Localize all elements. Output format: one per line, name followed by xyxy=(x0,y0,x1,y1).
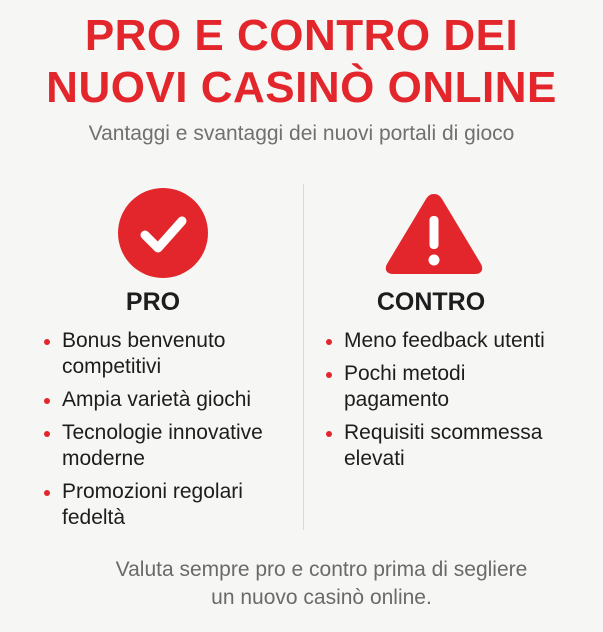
list-item xyxy=(36,328,298,380)
list-item-line-1: Meno feedback utenti xyxy=(344,329,545,352)
list-item-line-2: moderne xyxy=(62,447,145,470)
list-item-line-1: Promozioni regolari xyxy=(62,480,243,503)
warning-triangle-icon xyxy=(380,188,488,278)
list-item-line-1: Bonus benvenuto xyxy=(62,329,226,352)
pro-list xyxy=(36,328,298,538)
title-line-1: PRO E CONTRO DEI xyxy=(84,11,519,60)
list-item-line-2: competitivi xyxy=(62,355,162,378)
title-line-2: NUOVI CASINÒ ONLINE xyxy=(46,63,557,112)
list-item-line-1: Tecnologie innovative xyxy=(62,421,263,444)
list-item-line-1: Requisiti scommessa xyxy=(344,421,543,444)
footer-note xyxy=(40,556,603,612)
list-item-line-2: pagamento xyxy=(344,388,450,411)
list-item-line-2: fedeltà xyxy=(62,506,126,529)
page-subtitle: Vantaggi e svantaggi dei nuovi portali di gioco xyxy=(88,122,515,145)
page-title xyxy=(0,10,603,114)
list-item xyxy=(318,328,588,354)
footer-line-2: un nuovo casinò online. xyxy=(211,586,432,609)
check-circle-icon xyxy=(118,188,208,278)
list-item xyxy=(318,420,588,472)
list-item-line-1: Pochi metodi xyxy=(344,362,466,385)
list-item xyxy=(36,387,298,413)
list-item xyxy=(36,420,298,472)
list-item-line-2: elevati xyxy=(344,447,405,470)
contro-heading: CONTRO xyxy=(376,288,486,316)
list-item xyxy=(36,479,298,531)
list-item xyxy=(318,361,588,413)
contro-list xyxy=(318,328,588,479)
list-item-line-1: Ampia varietà giochi xyxy=(62,388,252,411)
footer-line-1: Valuta sempre pro e contro prima di segliere xyxy=(115,558,528,581)
pro-heading: PRO xyxy=(125,288,181,316)
column-divider xyxy=(303,184,304,530)
